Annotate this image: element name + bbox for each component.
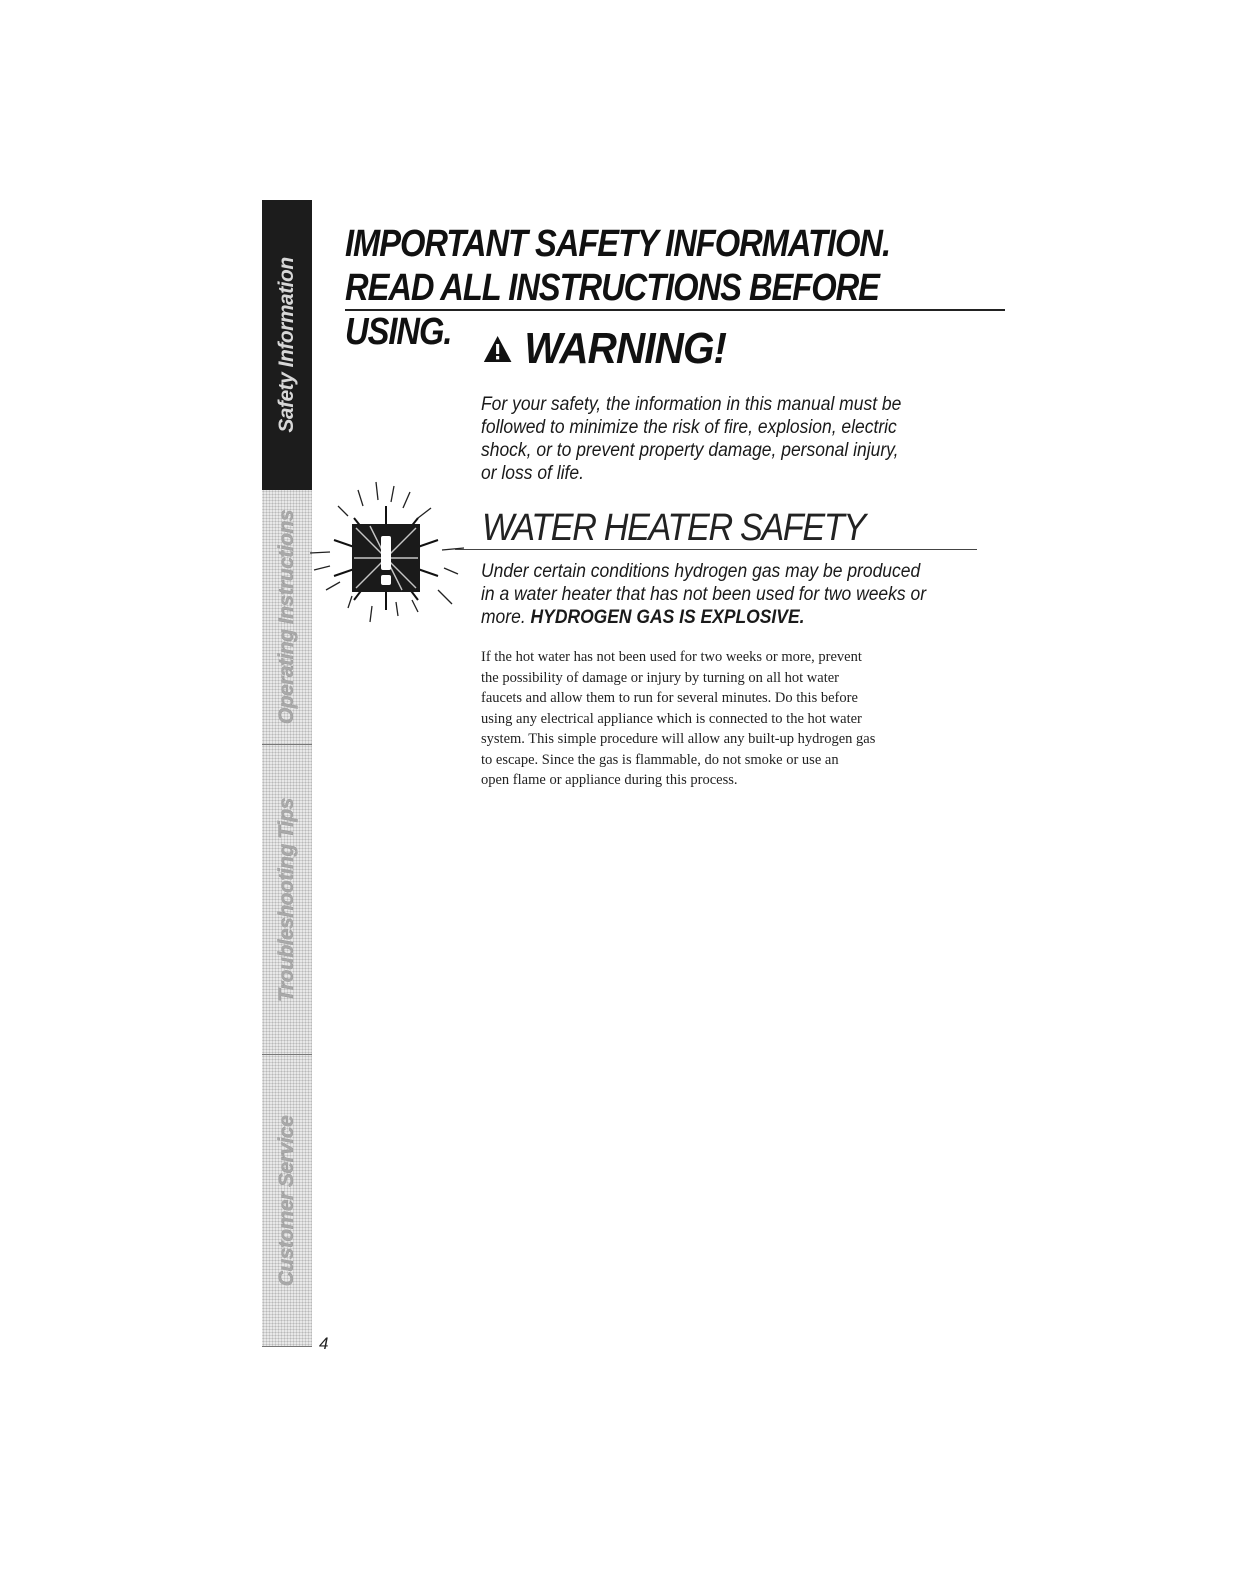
warning-title [482,324,726,374]
page-title-line-1: IMPORTANT SAFETY INFORMATION. [345,223,890,265]
section-divider [455,549,977,550]
tab-operating-instructions[interactable] [262,490,312,745]
page-title-line-2: READ ALL INSTRUCTIONS BEFORE USING. [345,267,879,353]
section-intro-line [481,606,941,629]
tab-safety-information[interactable] [262,200,312,490]
warning-line: or loss of life. [481,463,584,484]
body-line: open flame or appliance during this process. [481,772,738,788]
tab-troubleshooting-tips[interactable] [262,745,312,1055]
warning-line: shock, or to prevent property damage, personal injury, [481,440,899,461]
heading-divider [345,309,1005,311]
warning-line: followed to minimize the risk of fire, explosion, electric [481,417,897,438]
body-line: the possibility of damage or injury by turning on all hot water [481,669,840,686]
tab-label: Safety Information [275,257,298,433]
warning-triangle-icon [482,334,513,364]
warning-title-text: WARNING! [524,324,727,373]
section-title: WATER HEATER SAFETY [482,507,865,549]
hydrogen-warning: HYDROGEN GAS IS EXPLOSIVE. [530,607,805,628]
page-number: 4 [319,1334,329,1353]
body-line: using any electrical appliance which is connected to the hot water [481,710,862,727]
section-intro-line: in a water heater that has not been used for two weeks or [481,584,927,605]
tab-customer-service[interactable] [262,1055,312,1347]
warning-line: For your safety, the information in this manual must be [481,394,902,415]
body-line: faucets and allow them to run for several minutes. Do this before [481,690,858,706]
tab-label: Operating Instructions [275,509,298,725]
section-intro-line: Under certain conditions hydrogen gas may be produced [481,561,921,582]
section-intro-prefix: more. [481,607,531,628]
tab-label: Customer Service [275,1115,298,1286]
body-line: to escape. Since the gas is flammable, do not smoke or use an [481,751,839,768]
body-line: system. This simple procedure will allow any built-up hydrogen gas [481,731,876,747]
warning-text [481,393,904,485]
body-line: If the hot water has not been used for two weeks or more, prevent [481,649,862,665]
tab-label: Troubleshooting Tips [275,797,298,1002]
section-body [481,647,981,791]
section-intro [481,560,941,629]
exclamation-burst-icon [306,478,466,628]
